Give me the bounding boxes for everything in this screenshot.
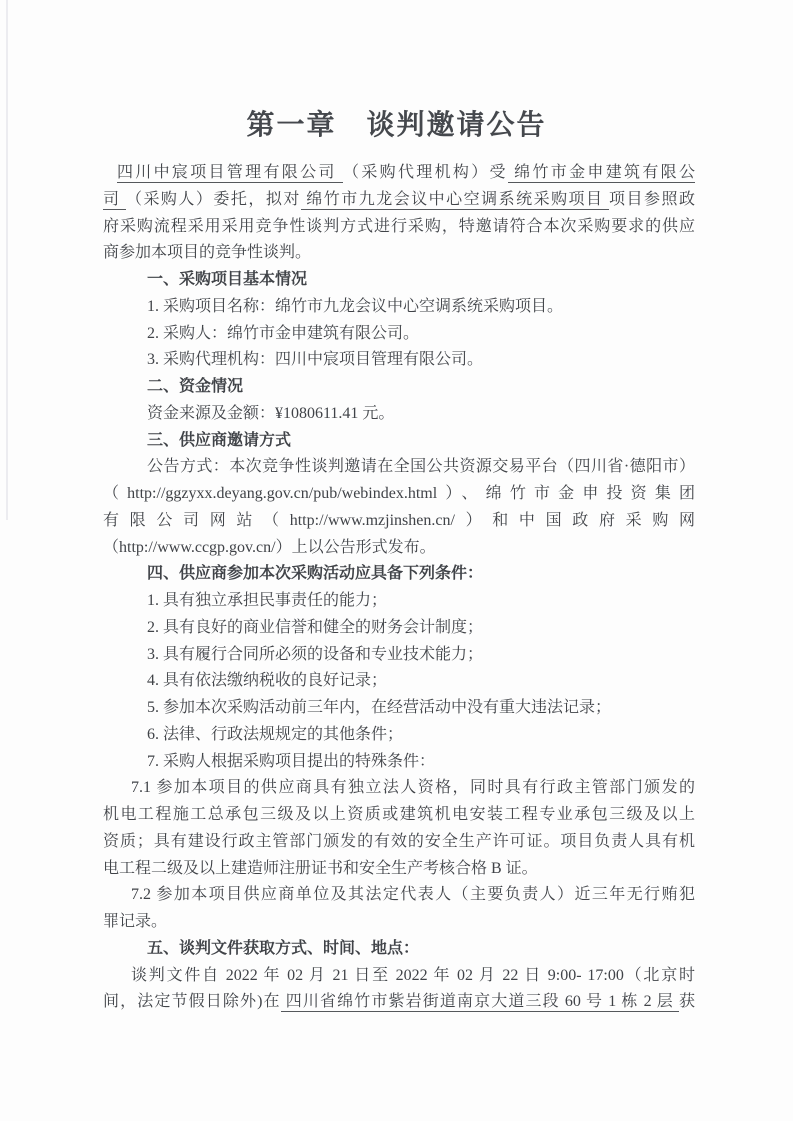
doc-line-2	[103, 187, 695, 214]
doc-line-24	[103, 775, 695, 802]
text-run: 电工程二级及以上建造师注册证书和安全生产考核合格 B 证。	[103, 859, 538, 877]
text-run: 谈判文件自 2022 年 02 月 21 日至 2022 年 02 月 22 日 9:00- 17:00（北京时	[131, 966, 695, 984]
text-run: （http://www.ccgp.gov.cn/）上以公告形式发布。	[103, 538, 436, 556]
text-run: 7.2 参加本项目供应商单位及其法定代表人（主要负责人）近三年无行贿犯	[131, 886, 695, 904]
text-run: 2. 采购人：绵竹市金申建筑有限公司。	[147, 324, 420, 342]
text-run: 三、供应商邀请方式	[147, 431, 292, 449]
text-run: 5. 参加本次采购活动前三年内，在经营活动中没有重大违法记录；	[147, 699, 612, 716]
text-run: 2. 具有良好的商业信誉和健全的财务会计制度；	[147, 618, 484, 636]
doc-line-3	[103, 214, 695, 241]
text-run: 6. 法律、行政法规规定的其他条件；	[147, 725, 404, 743]
text-run: 间，法定节假日除外)在	[103, 993, 281, 1011]
text-run: 商参加本项目的竞争性谈判。	[103, 244, 312, 262]
text-run: 资质；具有建设行政主管部门颁发的有效的安全生产许可证。项目负责人具有机	[103, 832, 695, 850]
text-run: 机电工程施工总承包三级及以上资质或建筑机电安装工程专业承包三级及以上	[103, 806, 695, 823]
doc-line-26	[103, 829, 695, 856]
doc-line-19	[103, 642, 695, 669]
text-run: 有限公司网站（http://www.mzjinshen.cn/）和中国政府采购网	[103, 511, 695, 529]
text-run: 府采购流程采用采用竞争性谈判方式进行采购，特邀请符合本次采购要求的供应	[103, 217, 695, 235]
underlined-text-run: 绵竹市九龙会议中心空调系统采购项目	[300, 190, 610, 208]
underlined-text-run: 绵竹市金申建筑有限公	[507, 164, 695, 181]
scan-edge-artifact	[6, 0, 8, 520]
text-run: 7.1 参加本项目的供应商具有独立法人资格，同时具有行政主管部门颁发的	[131, 779, 695, 797]
doc-line-20	[103, 668, 695, 695]
doc-line-30	[103, 936, 695, 963]
doc-line-31	[103, 963, 695, 990]
text-run: 获	[678, 993, 695, 1011]
text-run: （http://ggzyxx.deyang.gov.cn/pub/webindex.html）、绵竹市金申投资集团	[103, 485, 695, 502]
doc-line-17	[103, 588, 695, 615]
text-run: 1. 采购项目名称：绵竹市九龙会议中心空调系统采购项目。	[147, 297, 564, 315]
text-run: 3. 采购代理机构：四川中宸项目管理有限公司。	[147, 351, 484, 369]
doc-line-29	[103, 909, 695, 936]
underlined-text-run: 四川中宸项目管理有限公司	[117, 164, 344, 181]
text-run: 五、谈判文件获取方式、时间、地点：	[147, 939, 420, 957]
doc-line-15	[103, 535, 695, 562]
text-run: （采购代理机构）受	[343, 164, 508, 181]
text-run: 项目参照政	[609, 190, 695, 208]
doc-line-13	[103, 481, 695, 508]
doc-line-8	[103, 347, 695, 374]
doc-line-21	[103, 695, 695, 722]
text-run: 7. 采购人根据采购项目提出的特殊条件：	[147, 752, 436, 770]
doc-body	[103, 160, 695, 1016]
doc-line-28	[103, 882, 695, 909]
doc-line-27	[103, 856, 695, 883]
text-run: 4. 具有依法缴纳税收的良好记录；	[147, 672, 388, 690]
doc-line-12	[103, 454, 695, 481]
text-run: 1. 具有独立承担民事责任的能力；	[147, 592, 388, 609]
doc-line-32	[103, 989, 695, 1016]
text-run: （采购人）委托，拟对	[125, 190, 301, 208]
text-run: 罪记录。	[103, 913, 168, 930]
doc-line-22	[103, 722, 695, 749]
text-run: 二、资金情况	[147, 378, 244, 395]
text-run: 一、采购项目基本情况	[147, 271, 308, 288]
underlined-text-run: 四川省绵竹市紫岩街道南京大道三段 60 号 1 栋 2 层	[280, 993, 679, 1011]
doc-line-23	[103, 749, 695, 776]
doc-line-9	[103, 374, 695, 401]
chapter-title: 第一章 谈判邀请公告	[246, 110, 547, 141]
doc-line-11	[103, 428, 695, 455]
doc-line-10	[103, 401, 695, 428]
doc-line-16	[103, 561, 695, 588]
doc-line-4	[103, 240, 695, 267]
doc-line-6	[103, 294, 695, 321]
doc-line-18	[103, 615, 695, 642]
doc-line-14	[103, 508, 695, 535]
text-run: 公告方式：本次竞争性谈判邀请在全国公共资源交易平台（四川省·德阳市）	[147, 458, 695, 476]
doc-line-7	[103, 321, 695, 348]
doc-line-5	[103, 267, 695, 294]
text-run: 四、供应商参加本次采购活动应具备下列条件：	[147, 565, 484, 583]
doc-line-1	[103, 160, 695, 187]
text-run: 3. 具有履行合同所必须的设备和专业技术能力；	[147, 645, 484, 663]
underlined-text-run: 司	[103, 190, 126, 208]
text-run: 资金来源及金额：¥1080611.41 元。	[147, 404, 395, 422]
doc-line-25	[103, 802, 695, 829]
